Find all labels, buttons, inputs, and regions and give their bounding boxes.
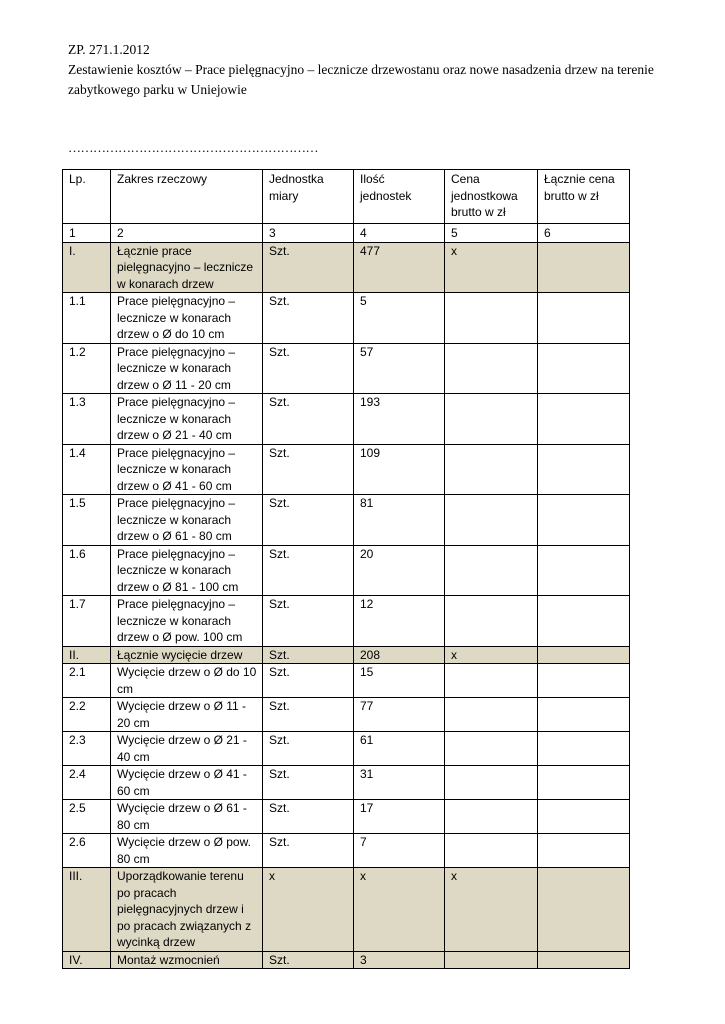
cell-lp: III. — [63, 868, 111, 952]
cell-lp: IV. — [63, 951, 111, 969]
cell-price — [445, 732, 538, 766]
document-title-line-1: Zestawienie kosztów – Prace pielęgnacyjno – lecznicze drzewostanu oraz nowe nasadzenia drzew na terenie — [68, 62, 654, 77]
table-row — [63, 444, 630, 495]
cell-unit: Szt. — [263, 800, 354, 834]
cell-total — [538, 766, 630, 800]
table-row — [63, 664, 630, 698]
cell-unit: Szt. — [263, 732, 354, 766]
cell-qty: 7 — [354, 834, 445, 868]
cell-scope: Wycięcie drzew o Ø pow. 80 cm — [111, 834, 263, 868]
cell-qty: 12 — [354, 596, 445, 647]
table-row — [63, 495, 630, 546]
cell-scope: Prace pielęgnacyjno – lecznicze w konarach drzew o Ø 21 - 40 cm — [111, 394, 263, 445]
cell-scope: Wycięcie drzew o Ø 11 - 20 cm — [111, 698, 263, 732]
cell-scope: Wycięcie drzew o Ø 61 - 80 cm — [111, 800, 263, 834]
cell-total — [538, 545, 630, 596]
cell-scope: Prace pielęgnacyjno – lecznicze w konarach drzew o Ø pow. 100 cm — [111, 596, 263, 647]
table-row — [63, 545, 630, 596]
cell-price: x — [445, 646, 538, 664]
cell-total — [538, 242, 630, 293]
table-row — [63, 293, 630, 344]
cell-unit: Szt. — [263, 444, 354, 495]
cell-qty: x — [354, 868, 445, 952]
document-title-line-2: zabytkowego parku w Uniejowie — [68, 82, 247, 97]
cell-total — [538, 664, 630, 698]
table-row — [63, 800, 630, 834]
table-row-section-total — [63, 868, 630, 952]
column-number-row — [63, 224, 630, 243]
cell-unit: Szt. — [263, 951, 354, 969]
column-number-cell: 5 — [445, 224, 538, 243]
cell-lp: I. — [63, 242, 111, 293]
cost-table — [62, 169, 630, 969]
table-row — [63, 698, 630, 732]
cell-total — [538, 495, 630, 546]
cell-lp: 1.4 — [63, 444, 111, 495]
cell-price — [445, 664, 538, 698]
cell-scope: Uporządkowanie terenu po pracach pielęgnacyjnych drzew i po pracach związanych z wycinką drzew — [111, 868, 263, 952]
cell-total — [538, 293, 630, 344]
cell-price — [445, 444, 538, 495]
cell-qty: 17 — [354, 800, 445, 834]
cell-lp: 2.5 — [63, 800, 111, 834]
table-row — [63, 596, 630, 647]
header-cell-total: Łącznie cena brutto w zł — [538, 170, 630, 224]
cell-lp: 2.6 — [63, 834, 111, 868]
cell-price — [445, 698, 538, 732]
cell-qty: 109 — [354, 444, 445, 495]
cell-price — [445, 766, 538, 800]
cell-lp: 1.5 — [63, 495, 111, 546]
cell-total — [538, 646, 630, 664]
cell-unit: Szt. — [263, 545, 354, 596]
cell-scope: Montaż wzmocnień — [111, 951, 263, 969]
cell-scope: Łącznie prace pielęgnacyjno – lecznicze w konarach drzew — [111, 242, 263, 293]
cell-total — [538, 800, 630, 834]
cell-unit: Szt. — [263, 242, 354, 293]
cell-lp: 1.3 — [63, 394, 111, 445]
header-cell-unit: Jednostka miary — [263, 170, 354, 224]
cell-scope: Prace pielęgnacyjno – lecznicze w konarach drzew o Ø 81 - 100 cm — [111, 545, 263, 596]
cell-unit: Szt. — [263, 343, 354, 394]
cell-lp: II. — [63, 646, 111, 664]
table-row — [63, 343, 630, 394]
cell-scope: Wycięcie drzew o Ø do 10 cm — [111, 664, 263, 698]
cell-unit: Szt. — [263, 646, 354, 664]
cell-total — [538, 596, 630, 647]
cell-qty: 15 — [354, 664, 445, 698]
header-cell-scope: Zakres rzeczowy — [111, 170, 263, 224]
table-row — [63, 834, 630, 868]
cell-lp: 2.2 — [63, 698, 111, 732]
cell-qty: 31 — [354, 766, 445, 800]
cell-total — [538, 343, 630, 394]
cell-scope: Wycięcie drzew o Ø 41 - 60 cm — [111, 766, 263, 800]
document-header — [68, 40, 668, 100]
cell-total — [538, 868, 630, 952]
cell-price — [445, 495, 538, 546]
cell-unit: Szt. — [263, 664, 354, 698]
cell-unit: Szt. — [263, 834, 354, 868]
cell-price — [445, 800, 538, 834]
cell-total — [538, 698, 630, 732]
cell-price: x — [445, 868, 538, 952]
cell-unit: x — [263, 868, 354, 952]
cell-qty: 193 — [354, 394, 445, 445]
cell-lp: 1.6 — [63, 545, 111, 596]
cell-scope: Prace pielęgnacyjno – lecznicze w konarach drzew o Ø do 10 cm — [111, 293, 263, 344]
cell-qty: 208 — [354, 646, 445, 664]
cell-qty: 61 — [354, 732, 445, 766]
cell-lp: 1.7 — [63, 596, 111, 647]
cell-qty: 477 — [354, 242, 445, 293]
cell-total — [538, 732, 630, 766]
cell-lp: 1.1 — [63, 293, 111, 344]
cell-unit: Szt. — [263, 698, 354, 732]
header-cell-lp: Lp. — [63, 170, 111, 224]
signature-dots: …………………………………………………… — [68, 140, 318, 155]
cell-qty: 77 — [354, 698, 445, 732]
column-number-cell: 1 — [63, 224, 111, 243]
cell-lp: 1.2 — [63, 343, 111, 394]
cell-lp: 2.3 — [63, 732, 111, 766]
cell-price — [445, 834, 538, 868]
cell-qty: 5 — [354, 293, 445, 344]
cell-qty: 81 — [354, 495, 445, 546]
cell-scope: Wycięcie drzew o Ø 21 - 40 cm — [111, 732, 263, 766]
column-number-cell: 2 — [111, 224, 263, 243]
table-row-section-total — [63, 646, 630, 664]
cell-price — [445, 343, 538, 394]
cell-lp: 2.1 — [63, 664, 111, 698]
cell-price: x — [445, 242, 538, 293]
cell-total — [538, 951, 630, 969]
cell-price — [445, 545, 538, 596]
cell-price — [445, 293, 538, 344]
column-number-cell: 6 — [538, 224, 630, 243]
cell-total — [538, 394, 630, 445]
header-cell-qty: Ilość jednostek — [354, 170, 445, 224]
cell-price — [445, 394, 538, 445]
cell-scope: Prace pielęgnacyjno – lecznicze w konarach drzew o Ø 11 - 20 cm — [111, 343, 263, 394]
cell-scope: Łącznie wycięcie drzew — [111, 646, 263, 664]
cell-unit: Szt. — [263, 495, 354, 546]
cell-total — [538, 444, 630, 495]
cell-qty: 57 — [354, 343, 445, 394]
table-row — [63, 766, 630, 800]
cell-price — [445, 596, 538, 647]
table-row-section-total — [63, 951, 630, 969]
header-cell-price: Cena jednostkowa brutto w zł — [445, 170, 538, 224]
cell-unit: Szt. — [263, 293, 354, 344]
cell-qty: 3 — [354, 951, 445, 969]
reference-number: ZP. 271.1.2012 — [68, 42, 150, 57]
cell-unit: Szt. — [263, 596, 354, 647]
cell-qty: 20 — [354, 545, 445, 596]
table-header-row — [63, 170, 630, 224]
cell-lp: 2.4 — [63, 766, 111, 800]
cell-price — [445, 951, 538, 969]
cell-scope: Prace pielęgnacyjno – lecznicze w konarach drzew o Ø 61 - 80 cm — [111, 495, 263, 546]
cell-unit: Szt. — [263, 766, 354, 800]
cell-total — [538, 834, 630, 868]
column-number-cell: 4 — [354, 224, 445, 243]
cell-scope: Prace pielęgnacyjno – lecznicze w konarach drzew o Ø 41 - 60 cm — [111, 444, 263, 495]
column-number-cell: 3 — [263, 224, 354, 243]
table-row — [63, 394, 630, 445]
cell-unit: Szt. — [263, 394, 354, 445]
table-row — [63, 732, 630, 766]
table-row-section-total — [63, 242, 630, 293]
